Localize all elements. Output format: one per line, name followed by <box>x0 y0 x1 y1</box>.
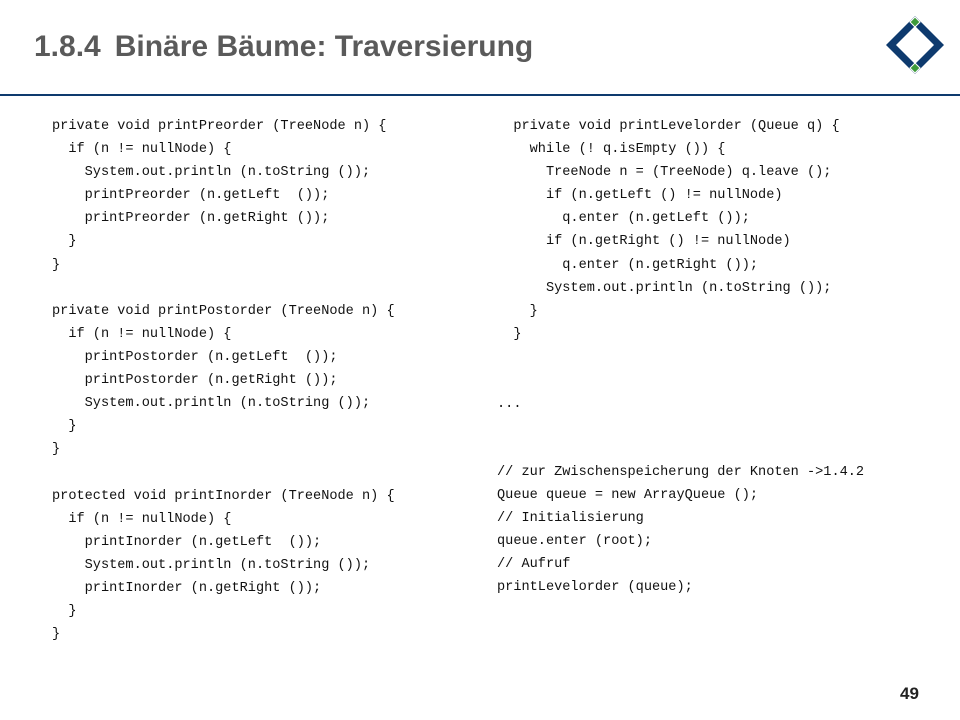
code-line: System.out.println (n.toString ()); <box>497 280 832 296</box>
code-line: private void printPreorder (TreeNode n) { <box>52 119 387 134</box>
code-line: if (n != nullNode) { <box>52 142 232 158</box>
title-text: Binäre Bäume: Traversierung <box>114 30 534 63</box>
code-line: } <box>52 442 61 458</box>
title-divider <box>0 94 960 96</box>
code-line: private void printPostorder (TreeNode n) { <box>52 303 395 319</box>
code-block-levelorder <box>497 115 840 346</box>
code-line: queue.enter (root); <box>497 534 652 550</box>
code-line: } <box>497 326 522 342</box>
code-line: printLevelorder (queue); <box>497 580 693 596</box>
code-line: } <box>52 257 61 273</box>
diamond-logo-icon <box>884 14 946 76</box>
code-line: } <box>52 603 77 619</box>
code-line: System.out.println (n.toString ()); <box>52 396 371 412</box>
code-line: protected void printInorder (TreeNode n) { <box>52 488 395 504</box>
code-line: TreeNode n = (TreeNode) q.leave (); <box>497 165 832 181</box>
code-line: if (n != nullNode) { <box>52 511 232 527</box>
section-number: 1.8.4 <box>34 30 101 63</box>
code-line: printPreorder (n.getLeft ()); <box>52 188 330 204</box>
code-ellipsis: ... <box>497 397 522 412</box>
code-line: } <box>52 419 77 435</box>
code-line: if (n.getLeft () != nullNode) <box>497 188 783 204</box>
code-line <box>52 277 395 300</box>
code-line <box>52 461 395 484</box>
code-line: while (! q.isEmpty ()) { <box>497 142 726 158</box>
code-line: printPreorder (n.getRight ()); <box>52 211 330 227</box>
code-line: printInorder (n.getLeft ()); <box>52 534 322 550</box>
code-line: // zur Zwischenspeicherung der Knoten ->1.4.2 <box>497 465 865 480</box>
code-line: } <box>52 234 77 250</box>
code-line: if (n != nullNode) { <box>52 326 232 342</box>
code-line: q.enter (n.getRight ()); <box>497 257 759 273</box>
code-line: printInorder (n.getRight ()); <box>52 580 322 596</box>
slide-title <box>34 30 533 64</box>
code-block-usage <box>497 461 864 600</box>
code-line: Queue queue = new ArrayQueue (); <box>497 488 759 504</box>
code-line: // Initialisierung <box>497 511 644 527</box>
page-number: 49 <box>900 684 919 703</box>
code-line: q.enter (n.getLeft ()); <box>497 211 750 227</box>
code-line: } <box>497 303 538 319</box>
code-line: System.out.println (n.toString ()); <box>52 557 371 573</box>
code-line: private void printLevelorder (Queue q) { <box>497 119 840 134</box>
code-line: // Aufruf <box>497 557 571 573</box>
code-line: } <box>52 627 61 643</box>
code-line: System.out.println (n.toString ()); <box>52 165 371 181</box>
code-line: printPostorder (n.getLeft ()); <box>52 349 338 365</box>
code-line: printPostorder (n.getRight ()); <box>52 373 338 389</box>
code-block-traversal-methods <box>52 115 395 646</box>
code-line: if (n.getRight () != nullNode) <box>497 234 791 250</box>
